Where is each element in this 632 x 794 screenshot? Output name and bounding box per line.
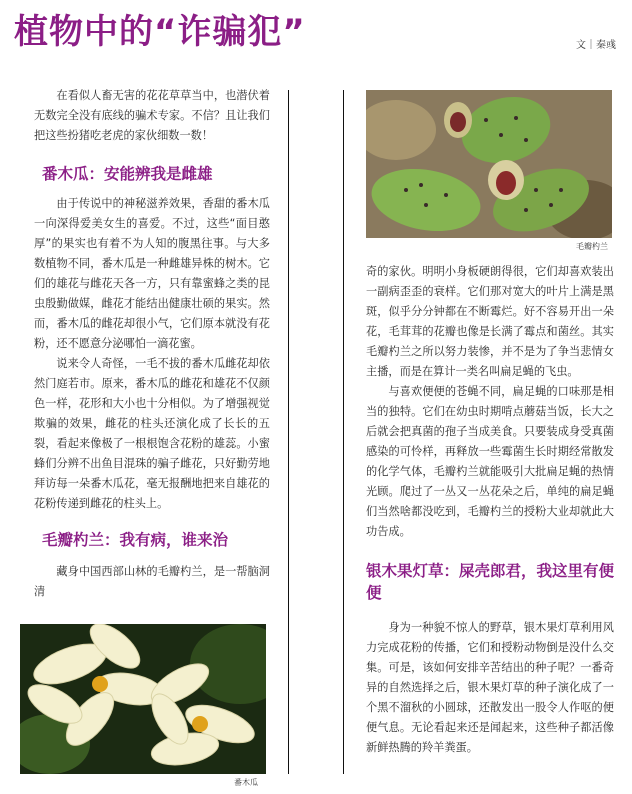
section-heading-restio: 银木果灯草：屎壳郎君，我这里有便便 <box>366 561 615 602</box>
column-divider-right <box>343 90 344 774</box>
intro-paragraph: 在看似人畜无害的花花草草当中，也潜伏着无数完全没有底线的骗术专家。不信？且让我们把这些扮猪吃老虎的家伙细数一数！ <box>34 89 270 142</box>
papaya-paragraph-1: 由于传说中的神秘滋养效果，香甜的番木瓜一向深得爱美女生的喜爱。不过，这些“面目憨厚”的果实也有着不为人知的腹黑往事。与大多数植物不同，番木瓜是一种雌雄异株的树木。它们的雄花与雌花天各一方，只有靠蜜蜂之类的昆虫殷勤做媒，雌花才能结出健康壮硕的果实。然而，番木瓜的雌花却很小气，它们原本就没有花粉，还不愿意分泌哪怕一滴花蜜。 <box>34 197 270 350</box>
right-column <box>366 262 614 758</box>
orchid-paragraph-continued: 奇的家伙。明明小身板硬朗得很，它们却喜欢装出一副病歪歪的衰样。它们那对宽大的叶片上满是黑斑，似乎分分钟都在不断霉烂。好不容易开出一朵花，毛茸茸的花瓣也像是长满了霉点和菌丝。其实毛瓣杓兰之所以努力装惨，并不是为了争当悲情女主播，而是在算计一类名叫扁足蝇的飞虫。 <box>366 265 614 378</box>
page-title: 植物中的“诈骗犯” <box>14 12 306 52</box>
papaya-paragraph-2: 说来令人奇怪，一毛不拔的番木瓜雌花却依然门庭若市。原来，番木瓜的雌花和雄花不仅颜色一样，花形和大小也十分相似。为了增强视觉欺骗的效果，雌花的柱头还演化成了长长的五裂，看起来像极了一根根饱含花粉的雄蕊。小蜜蜂们分辨不出鱼目混珠的骗子雌花，只好勤劳地拜访每一朵番木瓜花，毫无报酬地把来自雄花的花粉传递到雌花的柱头上。 <box>34 357 270 510</box>
orchid-image <box>366 90 612 238</box>
byline: 文｜秦彧 <box>576 40 616 51</box>
column-divider-left <box>288 90 289 774</box>
papaya-flower-image <box>20 624 266 774</box>
orchid-caption: 毛瓣杓兰 <box>576 242 608 251</box>
orchid-paragraph-2: 与喜欢便便的苍蝇不同，扁足蝇的口味那是相当的独特。它们在幼虫时期啃点蘑菇当饭，长大之后就会把真菌的孢子当成美食。只要装成身受真菌感染的可怜样，再释放一些霉菌生长时期经常散发的化学气体，毛瓣杓兰就能吸引大批扁足蝇的热情光顾。爬过了一丛又一丛花朵之后，单纯的扁足蝇们当然啥都没吃到，毛瓣杓兰的授粉大业却就此大功告成。 <box>366 385 614 538</box>
restio-paragraph-1: 身为一种貌不惊人的野草，银木果灯草利用风力完成花粉的传播，它们和授粉动物倒是没什么交集。可是，该如何安排辛苦结出的种子呢？一番奇异的自然选择之后，银木果灯草的种子演化成了一个黑不溜秋的小圆球，还散发出一股令人作呕的便便气息。无论看起来还是闻起来，这些种子都活像新鲜热腾的羚羊粪蛋。 <box>366 621 614 754</box>
section-heading-orchid: 毛瓣杓兰：我有病，谁来治 <box>42 530 229 549</box>
papaya-flower-photo <box>20 624 266 774</box>
orchid-paragraph-start: 藏身中国西部山林的毛瓣杓兰，是一帮脑洞清 <box>34 565 270 598</box>
section-heading-papaya: 番木瓜：安能辨我是雌雄 <box>42 164 213 183</box>
papaya-caption: 番木瓜 <box>234 778 258 787</box>
left-column <box>34 86 270 602</box>
orchid-photo <box>366 90 612 238</box>
